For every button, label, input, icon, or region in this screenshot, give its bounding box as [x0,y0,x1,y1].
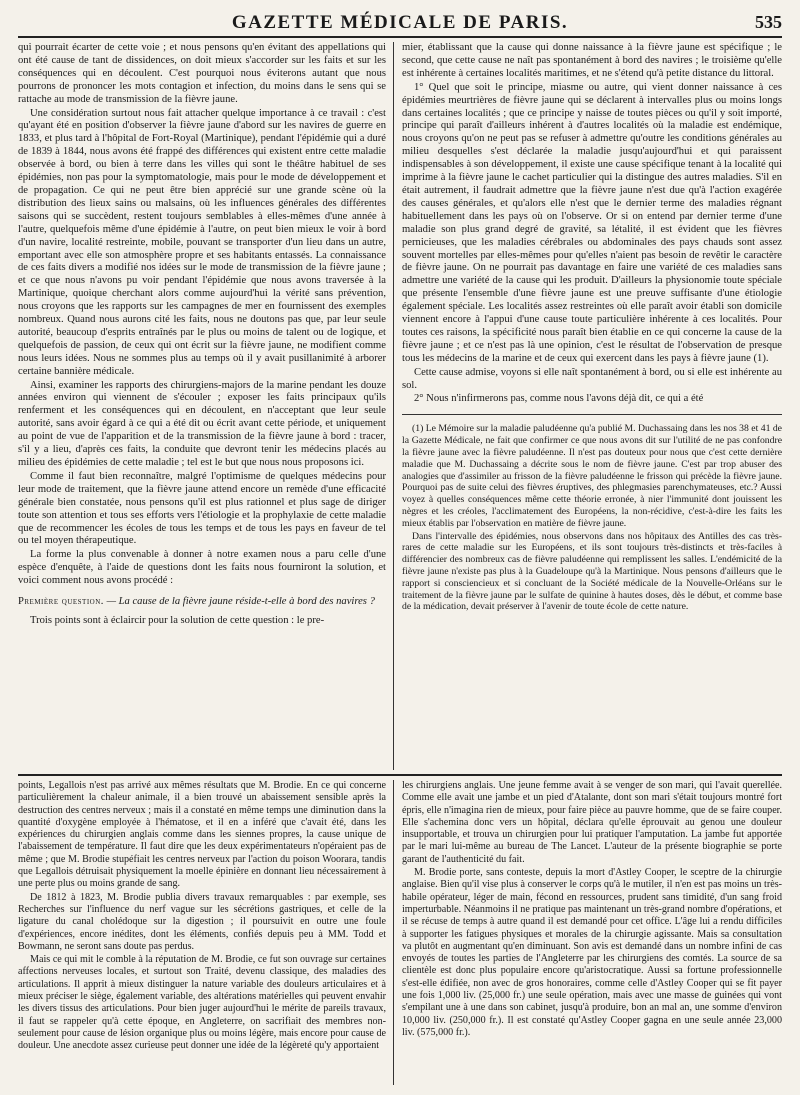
column-divider [393,780,394,1085]
upper-left-column [18,42,386,629]
paragraph: Cette cause admise, voyons si elle naît spontanément à bord, ou si elle est inhérente au sol. [402,366,782,391]
paragraph: les chirurgiens anglais. Une jeune femme avait à se venger de son mari, qui l'avait querellée. Comme elle avait une jambe et un pied d'Atalante, dont son mari s'était toujours montré fort épris, elle n'imagina rien de mieux, pour faire pièce au pauvre homme, que de se faire couper. Elle s'achemina donc vers un hôpital, déclara qu'elle éprouvait au genou une douleur insupportable, et trouva un chirurgien pour lui pratiquer l'amputation. La jambe fut apportée par le mari lui-même au bureau de The Lancet. L'auteur de la présente biographie se porte garant de l'authenticité du fait. [402,780,782,865]
question-text: — La cause de la fièvre jaune réside-t-elle à bord des navires ? [106,596,375,608]
journal-title: GAZETTE MÉDICALE DE PARIS. [231,12,569,33]
paragraph: Mais ce qui mit le comble à la réputation de M. Brodie, ce fut son ouvrage sur certaines affections nerveuses locales, et surtout son Traité, devenu classique, des maladies des articulations. Il apprit à mieux distinguer la nature variable des douleurs articulaires et à mieux préciser le siège, également variable, des altérations matérielles qui peuvent envahir les divers tissus des articulations. Pour bien juger aujourd'hui le mérite de pareils travaux, il faut se rappeler qu'à cette époque, en Angleterre, on sacrifiait des membres non-seulement pour cause de lésion organique plus ou moins légère, mais encore pour cause de douleur. Une anecdote assez curieuse peut donner une idée de la légèreté qu'y apportaient [18,954,386,1052]
lower-right-column [402,780,782,1040]
footnote-rule [402,414,782,415]
paragraph: qui pourrait écarter de cette voie ; et nous pensons qu'en évitant des appellations qui ont été cause de tant de dissidences, on doit mieux s'accorder sur les faits et sur les conséquences qui en découlent. C'est pourquoi nous éviterons autant que nous pourrons de prononcer les mots contagion et infection, du moins dans le sens qui se rattache au mode de transmission de la fièvre jaune. [18,42,386,105]
paragraph: La forme la plus convenable à donner à notre examen nous a paru celle d'une espèce d'enquête, à l'aide de questions dont les faits nous fourniront la solution, et voici comment nous avons procédé : [18,549,386,587]
upper-article [18,42,782,770]
paragraph: Ainsi, examiner les rapports des chirurgiens-majors de la marine pendant les douze années environ qui viennent de s'écouler ; exposer les faits principaux qu'ils renferment et les conséquences qui en découlent, en n'acceptant que leur seule autorité, sans avoir égard à ce qui a été dit ou écrit avant cette période, et uniquement au point de vue de l'apparition et de la transmission de la fièvre jaune à bord : tracer, s'il y a lieu, d'après ces faits, la conduite que devront tenir les médecins placés au milieu des épidémies de cette maladie ; tel est le but que nous nous proposons ici. [18,379,386,468]
paragraph: 2° Nous n'infirmerons pas, comme nous l'avons déjà dit, ce qui a été [414,393,704,405]
page-header [18,10,782,38]
section-separator [18,774,782,776]
footnote [402,423,782,613]
paragraph: Comme il faut bien reconnaître, malgré l'optimisme de quelques médecins pour leur mode de traitement, que la fièvre jaune attend encore un remède d'une efficacité générale bien constatée, nous pensons qu'il est plus rationnel et plus sage de diriger toute son attention et tous ses efforts vers l'étiologie et la prophylaxie de cette maladie que de recommencer les écoles de tous les temps et de tous les pays en faveur de tel ou tel moyen thérapeutique. [18,470,386,547]
page-number: 535 [755,12,782,32]
paragraph: Trois points sont à éclaircir pour la solution de cette question : le pre- [30,614,325,626]
paragraph: 1° Quel que soit le principe, miasme ou autre, qui vient donner naissance à ces épidémies meurtrières de fièvre jaune qui se déclarent à intervalles plus ou moins longs dans certaines localités ; que ce principe y naisse de toutes pièces ou qu'il y soit importé, principe qui paraît d'ailleurs inhérent à d'autres localités où la maladie est endémique, nous croyons qu'on ne peut pas se refuser à admettre qu'outre les conditions générales au milieu desquelles s'est déclarée la maladie jusqu'aujourd'hui et qui paraissent indispensables à son développement, il existe une cause spécifique tenant à la localité qui imprime à la fièvre jaune le cachet particulier qui la distingue des autres maladies. S'il en était autrement, il faudrait admettre que la fièvre jaune n'est due qu'à l'action exagérée des causes générales, et qu'alors elle n'est que le dernier terme des maladies régnant habituellement dans les pays où on l'observe. Or si on entend par dernier terme d'une maladie son plus grand degré de gravité, sa létalité, il est évident que les fièvres pernicieuses, que les maladies cérébrales ou abdominales des pays chauds sont assez souvent mortelles par elles-mêmes pour qu'elles n'aient pas besoin de revêtir le caractère de fièvre jaune. On ne pourrait pas davantage en faire une variété de ces maladies sans admettre une variété de la cause qui les produit. D'ailleurs la physionomie toute spéciale que présente l'ensemble d'une fièvre jaune est une preuve suffisante d'une étiologie également spéciale. Les localités assez restreintes où elle paraît avoir établi son domicile viennent encore à l'appui d'une cause toute particulière inhérente à ces localités. Pour toutes ces raisons, la spécificité nous paraît bien établie en ce qui concerne la cause de la fièvre jaune ; et ce n'est pas là une opinion, c'est le résultat de l'observation de presque tous les médecins de la marine et de ceux qui exercent dans les pays à fièvre jaune (1). [402,81,782,364]
footnote-paragraph: (1) Le Mémoire sur la maladie paludéenne qu'a publié M. Duchassaing dans les nos 38 et 41 de la Gazette Médicale, ne fait que confirmer ce que nous avons dit sur l'utilité de ne pas confondre la fièvre jaune avec la fièvre paludéenne. Il n'est pas douteux pour nous que c'est cette dernière maladie que M. Duchassaing a décrite sous le nom de fièvre jaune. C'est par trop abuser des analogies que d'assimiler au frisson de la fièvre paludéenne le frisson qui précède la fièvre jaune. Pourquoi pas de suite celui des fièvres éruptives, des phlegmasies parenchymateuses, etc.? Aussi voyez à quelles conséquences même cette théorie erronée, à nier l'immunité dont jouissent les nègres et les créoles, l'acclimatement des Européens, la non-récidive, c'est-à-dire les faits les mieux établis par l'observation en matière de fièvre jaune. [402,423,782,529]
lower-left-column [18,780,386,1054]
paragraph: M. Brodie porte, sans conteste, depuis la mort d'Astley Cooper, le sceptre de la chirurgie anglaise. Bien qu'il vise plus à conserver le corps qu'à le mutiler, il n'en est pas moins un très-habile opérateur, léger de main, fécond en ressources, prudent sans timidité, d'un sang froid imperturbable. Néanmoins il ne pratique pas maintenant un très-grand nombre d'opérations, et il se récuse de temps à autre quand il est demandé pour cet office. L'âge lui a rendu difficiles à supporter les fatigues physiques et morales de la chirurgie agissante. Mais sa consultation va plutôt en augmentant qu'en diminuant. Son avis est demandé dans un nombre infini de cas envoyés de toutes les parties de l'Angleterre par les chirurgiens des comtés. La source de sa clientèle est donc plus populaire encore qu'aristocratique. Aussi sa fortune professionnelle s'est-elle édifiée, non avec de gros honoraires, comme celle d'Astley Cooper qui se fit payer une fois 1,000 liv. (25,000 fr.) une seule opération, mais avec une masse de guinées qui vont s'empilant une à une dans son cabinet, jusqu'à produire, bon an mal an, une somme d'environ 10,000 liv. (250,000 fr.). Il est constaté qu'Astley Cooper gagna en une seule année 23,000 liv. (575,000 fr.). [402,867,782,1038]
paragraph: Une considération surtout nous fait attacher quelque importance à ce travail : c'est qu'ayant été en position d'observer la fièvre jaune d'abord sur les navires de guerre en 1833, et plus tard à l'hôpital de Fort-Royal (Martinique), pendant l'épidémie qui a duré de 1839 à 1844, nous avons été frappé des différences qui existent entre cette maladie observée à bord, ou bien à terre dans les villes qui sont le théâtre habituel de ses épidémies, non pas pour la symptomatologie, mais pour le mode de développement et de propagation. Ce qui ne peut être bien apprécié sur une grande scène où la distribution des lieux sains ou malsains, où les influences générales des différentes saisons qui se succèdent, restent toujours semblables à elles-mêmes d'une année à l'autre, quelquefois même d'une épidémie à l'autre, on peut bien mieux le voir à bord d'un navire, localité restreinte, mobile, pouvant se transporter d'un lieu dans un autre, emportant avec elle son atmosphère propre et ses habitants entassés. La connaissance de ces faits divers a modifié nos idées sur le mode de transmission de la fièvre jaune ; et ce que nous n'avons pu voir pendant l'épidémie que nous avons traversée à la Martinique, quoique cherchant alors comme aujourd'hui la vérité sans prévention, nous croyons que les rapports sur les campagnes de mer en fournissent des exemples nombreux. Quand nous aurons cité les faits, nous ne doutons pas que, par leur seule autorité, beaucoup d'esprits entraînés par le plus ou moins de talent ou de logique, et quelquefois de passion, de ceux qui ont écrit sur la fièvre jaune, ne modifient comme nous leurs idées. Nous ne sommes plus au temps où il y avait pusillanimité à arborer certaine bannière médicale. [18,107,386,377]
newspaper-page [18,10,782,1090]
paragraph: mier, établissant que la cause qui donne naissance à la fièvre jaune est spécifique ; le second, que cette cause ne naît pas spontanément à bord des navires ; le troisième qu'elle est inhérente à certaines localités maritimes, et ne s'étend qu'à petite distance du littoral. [402,42,782,79]
section-question [18,596,386,609]
column-divider [393,42,394,770]
footnote-paragraph: Dans l'intervalle des épidémies, nous observons dans nos hôpitaux des Antilles des cas très-rares de cette maladie sur les Européens, et ils sont toujours très-distincts et très-faciles à différencier des nombreux cas de fièvre paludéenne qui remplissent les salles. L'endémicité de la fièvre jaune n'existe pas plus à la Guadeloupe qu'à la Martinique. Nous pensons d'ailleurs que le rapport si consciencieux et si concluant de la Société médicale de la Nouvelle-Orléans sur le traitement de la fièvre jaune par le sulfate de quinine à hautes doses, dès le début, et comme base de la médication, devait préserver à l'avenir de toute école de cette nature. [402,530,782,613]
lower-article [18,780,782,1085]
question-label: Première question. [18,596,104,608]
paragraph: points, Legallois n'est pas arrivé aux mêmes résultats que M. Brodie. En ce qui concerne particulièrement la chaleur animale, il a bien trouvé un abaissement sensible après la destruction des centres nerveux ; mais il a constaté en même temps une diminution dans la quantité d'oxygène employée à l'hématose, et il en a inféré que c'avait été, dans les expériences du chirurgien anglais comme dans les siennes propres, la cause unique de l'abaissement de température. Il faut dire que les deux expérimentateurs n'opéraient pas de même ; que M. Brodie stupéfiait les centres nerveux par l'action du poison Woorara, tandis que Legallois détruisait physiquement la moelle épinière en donnant lieu nécessairement à une perte plus ou moins grande de sang. [18,780,386,890]
upper-right-column [402,42,782,614]
paragraph: De 1812 à 1823, M. Brodie publia divers travaux remarquables : par exemple, ses Recherches sur l'influence du nerf vague sur les sécrétions gastriques, et celle de la ligature du canal cholédoque sur la digestion ; il poursuivit en outre une foule d'expériences, encore inédites, dont les éléments, confiés depuis peu à MM. Todd et Bowmann, ne seront sans doute pas perdus. [18,891,386,952]
